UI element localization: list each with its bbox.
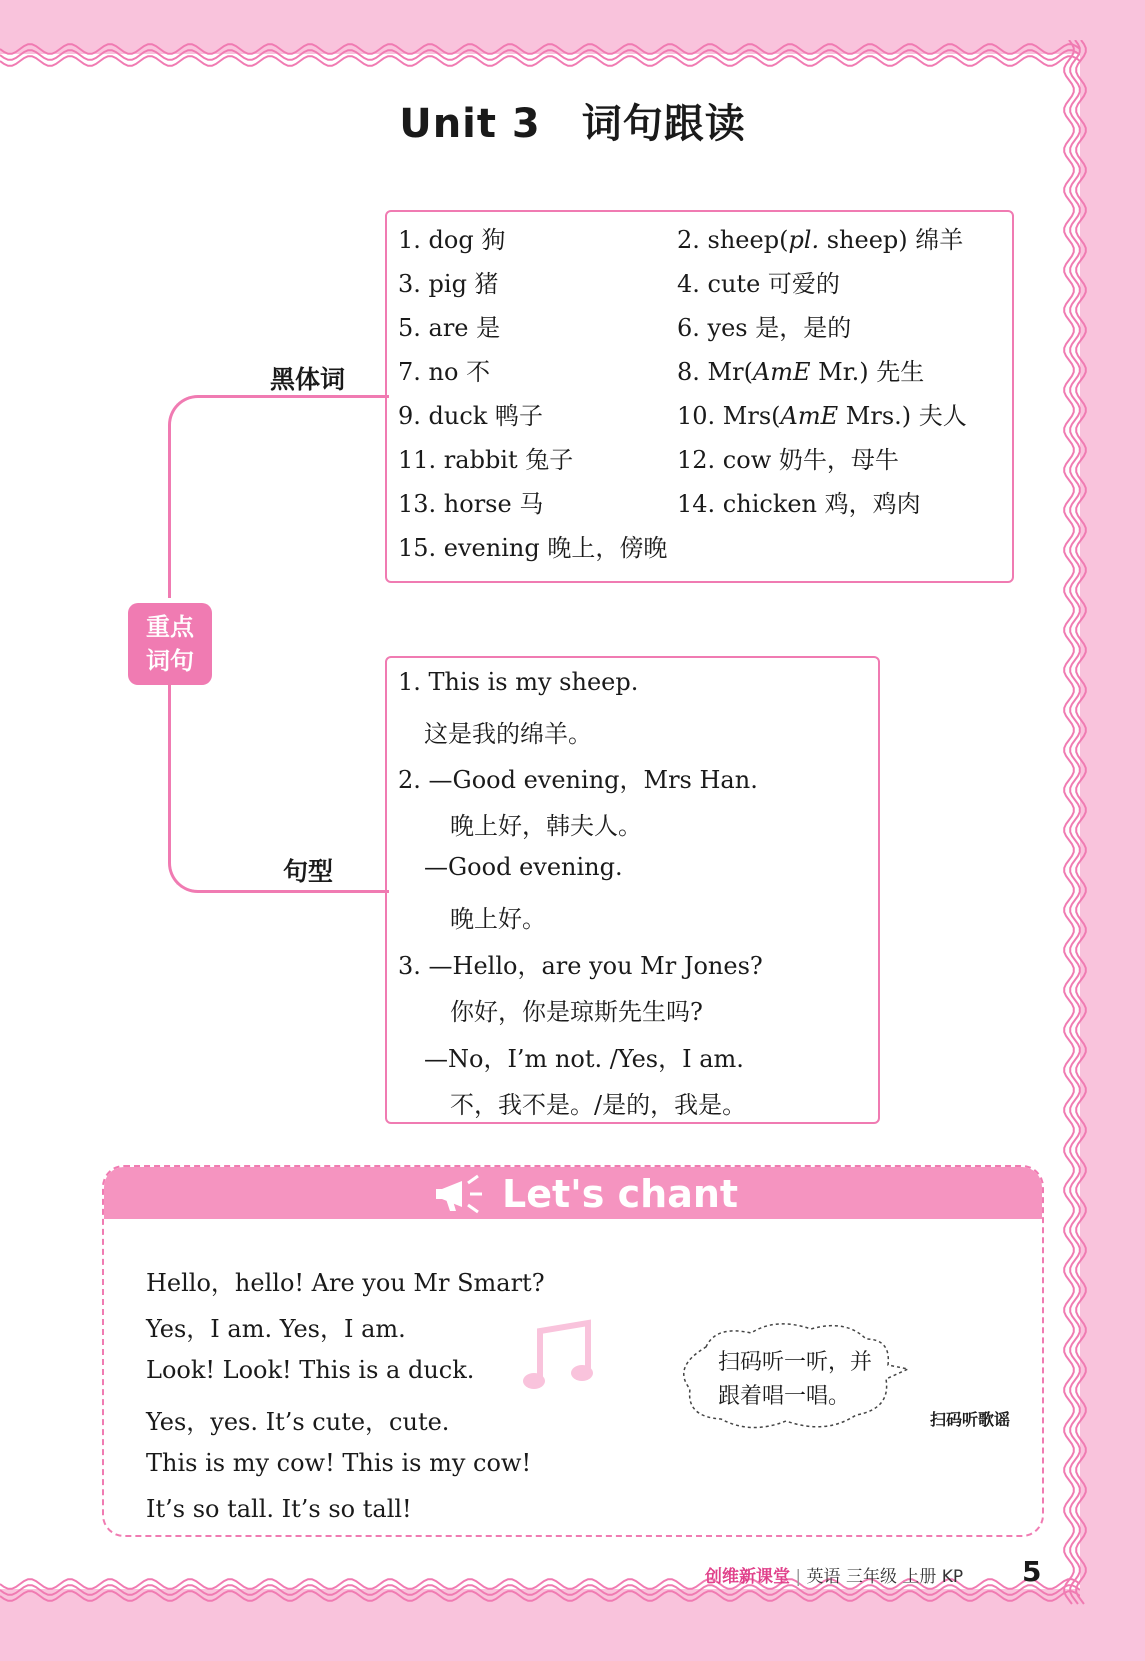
- vocab-item: 3. pig 猪: [398, 270, 499, 298]
- sentence-line: —No，I’m not. /Yes，I am.: [424, 1045, 744, 1073]
- megaphone-icon: [434, 1171, 494, 1217]
- sentence-line: 不，我不是。/是的，我是。: [450, 1091, 747, 1119]
- vocab-item: 13. horse 马: [398, 490, 544, 518]
- footer-separator: |: [795, 1567, 802, 1587]
- vocab-item: 10. Mrs(AmE Mrs.) 夫人: [677, 402, 967, 430]
- bubble-line-2: 跟着唱一唱。: [718, 1384, 851, 1409]
- sentence-line: 2. —Good evening，Mrs Han.: [398, 766, 758, 794]
- sentence-line: 晚上好。: [450, 905, 546, 933]
- vocab-item: 11. rabbit 兔子: [398, 446, 574, 474]
- key-words-hub: [128, 603, 212, 685]
- scan-qr-label: 扫码听歌谣: [930, 1410, 1011, 1429]
- footer-book-info: 英语 三年级 上册 KP: [806, 1567, 964, 1587]
- branch-line-words: [168, 395, 389, 598]
- vocab-item: 14. chicken 鸡，鸡肉: [677, 490, 921, 518]
- sentence-line: 1. This is my sheep.: [398, 668, 639, 696]
- vocabulary-box: [385, 210, 1014, 583]
- chant-line: This is my cow! This is my cow!: [146, 1449, 532, 1477]
- vocab-item: 7. no 不: [398, 358, 491, 386]
- branch-line-sentences: [168, 685, 389, 893]
- chant-title: Let's chant: [502, 1172, 739, 1216]
- sentence-line: 晚上好，韩夫人。: [450, 812, 642, 840]
- wavy-border-top: [0, 40, 1080, 70]
- chant-line: Hello，hello! Are you Mr Smart?: [146, 1269, 545, 1297]
- sentence-line: 3. —Hello，are you Mr Jones?: [398, 952, 763, 980]
- vocab-item: 12. cow 奶牛，母牛: [677, 446, 899, 474]
- page-title: Unit 3 词句跟读: [399, 101, 746, 147]
- sentence-line: 这是我的绵羊。: [424, 720, 592, 748]
- words-label: 黑体词: [270, 365, 346, 394]
- music-note-icon: [522, 1317, 602, 1397]
- vocab-item: 6. yes 是，是的: [677, 314, 852, 342]
- sentence-line: —Good evening.: [424, 853, 623, 881]
- sentences-label: 句型: [283, 857, 334, 886]
- sentence-line: 你好，你是琼斯先生吗?: [450, 998, 703, 1026]
- vocab-item: 2. sheep(pl. sheep) 绵羊: [677, 226, 964, 254]
- vocab-item: 5. are 是: [398, 314, 501, 342]
- wavy-border-right: [1060, 40, 1090, 1605]
- hub-label-line-1: 重点: [146, 613, 194, 641]
- chant-line: Yes，I am. Yes，I am.: [146, 1315, 406, 1343]
- hub-label-line-2: 词句: [146, 647, 194, 675]
- chant-line: Yes，yes. It’s cute，cute.: [146, 1408, 450, 1436]
- vocab-item: 4. cute 可爱的: [677, 270, 840, 298]
- sentence-patterns-box: [385, 656, 880, 1124]
- vocab-item: 1. dog 狗: [398, 226, 506, 254]
- bubble-line-1: 扫码听一听，并: [718, 1350, 873, 1375]
- chant-line: Look! Look! This is a duck.: [146, 1356, 475, 1384]
- speech-bubble-icon: [676, 1317, 936, 1437]
- footer-brand: 创维新课堂: [705, 1567, 790, 1587]
- vocab-item: 15. evening 晚上，傍晚: [398, 534, 668, 562]
- footer-info: [705, 1562, 963, 1587]
- chant-line: It’s so tall. It’s so tall!: [146, 1495, 412, 1523]
- vocab-item: 8. Mr(AmE Mr.) 先生: [677, 358, 925, 386]
- chant-section: [102, 1165, 1044, 1537]
- page-number: 5: [1022, 1555, 1042, 1588]
- vocab-item: 9. duck 鸭子: [398, 402, 543, 430]
